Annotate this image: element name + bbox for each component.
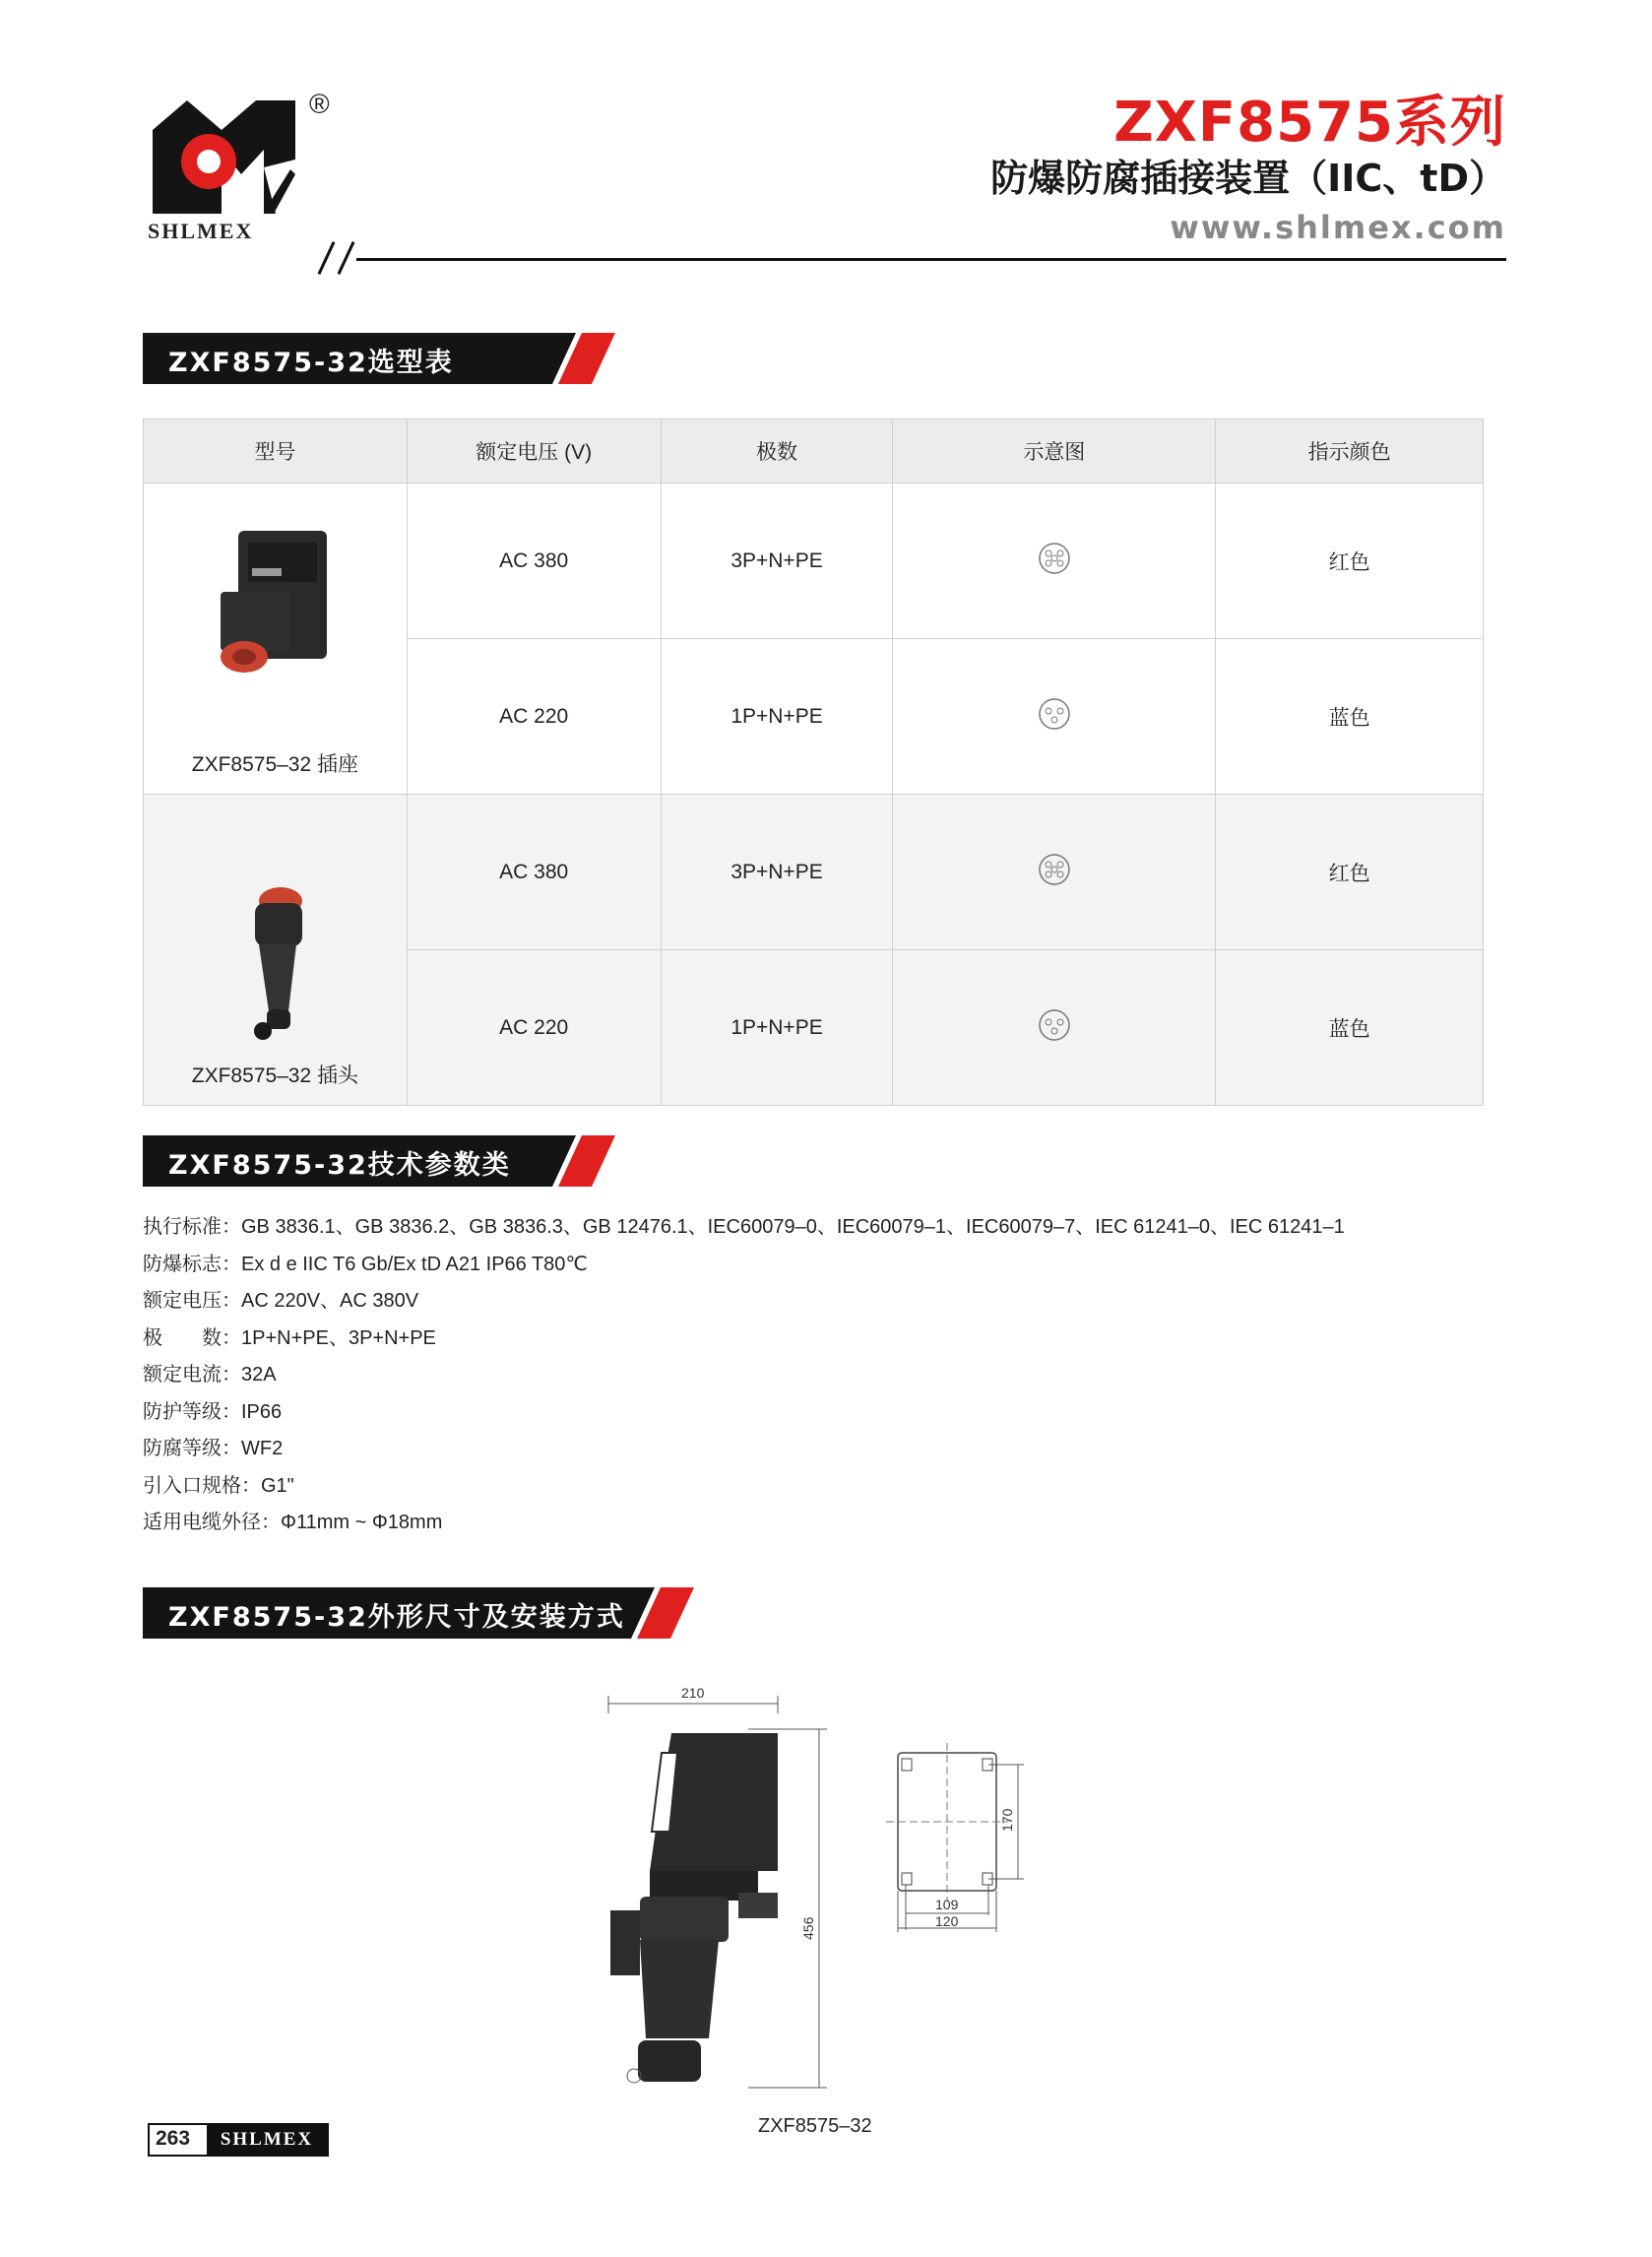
model-label: ZXF8575–32 插座: [191, 753, 359, 776]
5-pin-socket-icon: [1037, 541, 1072, 576]
poles-cell: 1P+N+PE: [661, 639, 893, 795]
section-title: ZXF8575-32外形尺寸及安装方式: [168, 1602, 625, 1633]
page-number: 263: [156, 2127, 191, 2150]
selection-table: [143, 419, 1484, 1106]
spec-line: 适用电缆外径：Φ11mm ~ Φ18mm: [143, 1512, 443, 1533]
dimension-drawing: [591, 1674, 1083, 2107]
spec-line: 极 数：1P+N+PE、3P+N+PE: [143, 1326, 436, 1349]
table-header-row: [144, 419, 1484, 484]
header-rule: [356, 258, 1506, 261]
dim-109-label: 109: [935, 1897, 959, 1912]
color-cell: 蓝色: [1216, 639, 1484, 795]
column-header: 型号: [144, 419, 408, 484]
column-header: 额定电压 (V): [407, 419, 661, 484]
drawing-caption: ZXF8575–32: [758, 2115, 872, 2137]
section-bar-selection: [143, 333, 625, 384]
tech-spec-list: [143, 1209, 1345, 1542]
website-url[interactable]: www.shlmex.com: [1170, 209, 1506, 246]
spec-line: 执行标准：GB 3836.1、GB 3836.2、GB 3836.3、GB 12476.1、IEC60079–0、IEC60079–1、IEC60079–7、IEC 61241–0、IEC 61241–1: [143, 1216, 1345, 1238]
plug-product-image: [225, 885, 324, 1049]
diagram-cell: [893, 484, 1216, 639]
voltage-cell: AC 220: [407, 639, 661, 795]
poles-cell: 3P+N+PE: [661, 795, 893, 950]
column-header: 示意图: [893, 419, 1216, 484]
dim-170-label: 170: [999, 1808, 1015, 1832]
series-title: ZXF8575系列: [1113, 91, 1506, 155]
color-cell: 红色: [1216, 484, 1484, 639]
spec-line: 额定电流：32A: [143, 1364, 277, 1386]
diagram-cell: [893, 639, 1216, 795]
color-cell: 蓝色: [1216, 950, 1484, 1106]
poles-cell: 3P+N+PE: [661, 484, 893, 639]
spec-line: 防腐等级：WF2: [143, 1438, 284, 1459]
column-header: 指示颜色: [1216, 419, 1484, 484]
model-label: ZXF8575–32 插头: [191, 1064, 359, 1087]
column-header: 极数: [661, 419, 893, 484]
voltage-cell: AC 220: [407, 950, 661, 1106]
3-pin-socket-icon: [1037, 696, 1072, 732]
diagram-cell: [893, 795, 1216, 950]
section-title: ZXF8575-32选型表: [168, 348, 454, 378]
spec-line: 额定电压：AC 220V、AC 380V: [143, 1290, 419, 1312]
footer-brand: SHLMEX: [207, 2125, 327, 2155]
logo-wordmark: SHLMEX: [148, 219, 254, 243]
spec-line: 引入口规格：G1": [143, 1474, 294, 1497]
voltage-cell: AC 380: [407, 484, 661, 639]
page-footer: [148, 2123, 329, 2157]
socket-product-image: [211, 523, 339, 696]
model-cell: [144, 484, 408, 795]
dim-height-label: 456: [800, 1916, 816, 1940]
section-title: ZXF8575-32技术参数类: [168, 1150, 511, 1181]
color-cell: 红色: [1216, 795, 1484, 950]
registered-mark: ®: [309, 89, 330, 119]
poles-cell: 1P+N+PE: [661, 950, 893, 1106]
section-bar-dimensions: [143, 1587, 704, 1639]
spec-line: 防爆标志：Ex d e IIC T6 Gb/Ex tD A21 IP66 T80℃: [143, 1253, 588, 1275]
table-row: [144, 795, 1484, 950]
section-bar-tech: [143, 1135, 625, 1187]
table-row: [144, 484, 1484, 639]
5-pin-socket-icon: [1037, 852, 1072, 887]
series-subtitle: 防爆防腐插接装置（IIC、tD）: [990, 157, 1506, 200]
dim-120-label: 120: [935, 1913, 959, 1929]
diagram-cell: [893, 950, 1216, 1106]
3-pin-socket-icon: [1037, 1007, 1072, 1043]
spec-line: 防护等级：IP66: [143, 1400, 283, 1423]
dim-width-label: 210: [681, 1685, 705, 1701]
model-cell: [144, 795, 408, 1106]
voltage-cell: AC 380: [407, 795, 661, 950]
